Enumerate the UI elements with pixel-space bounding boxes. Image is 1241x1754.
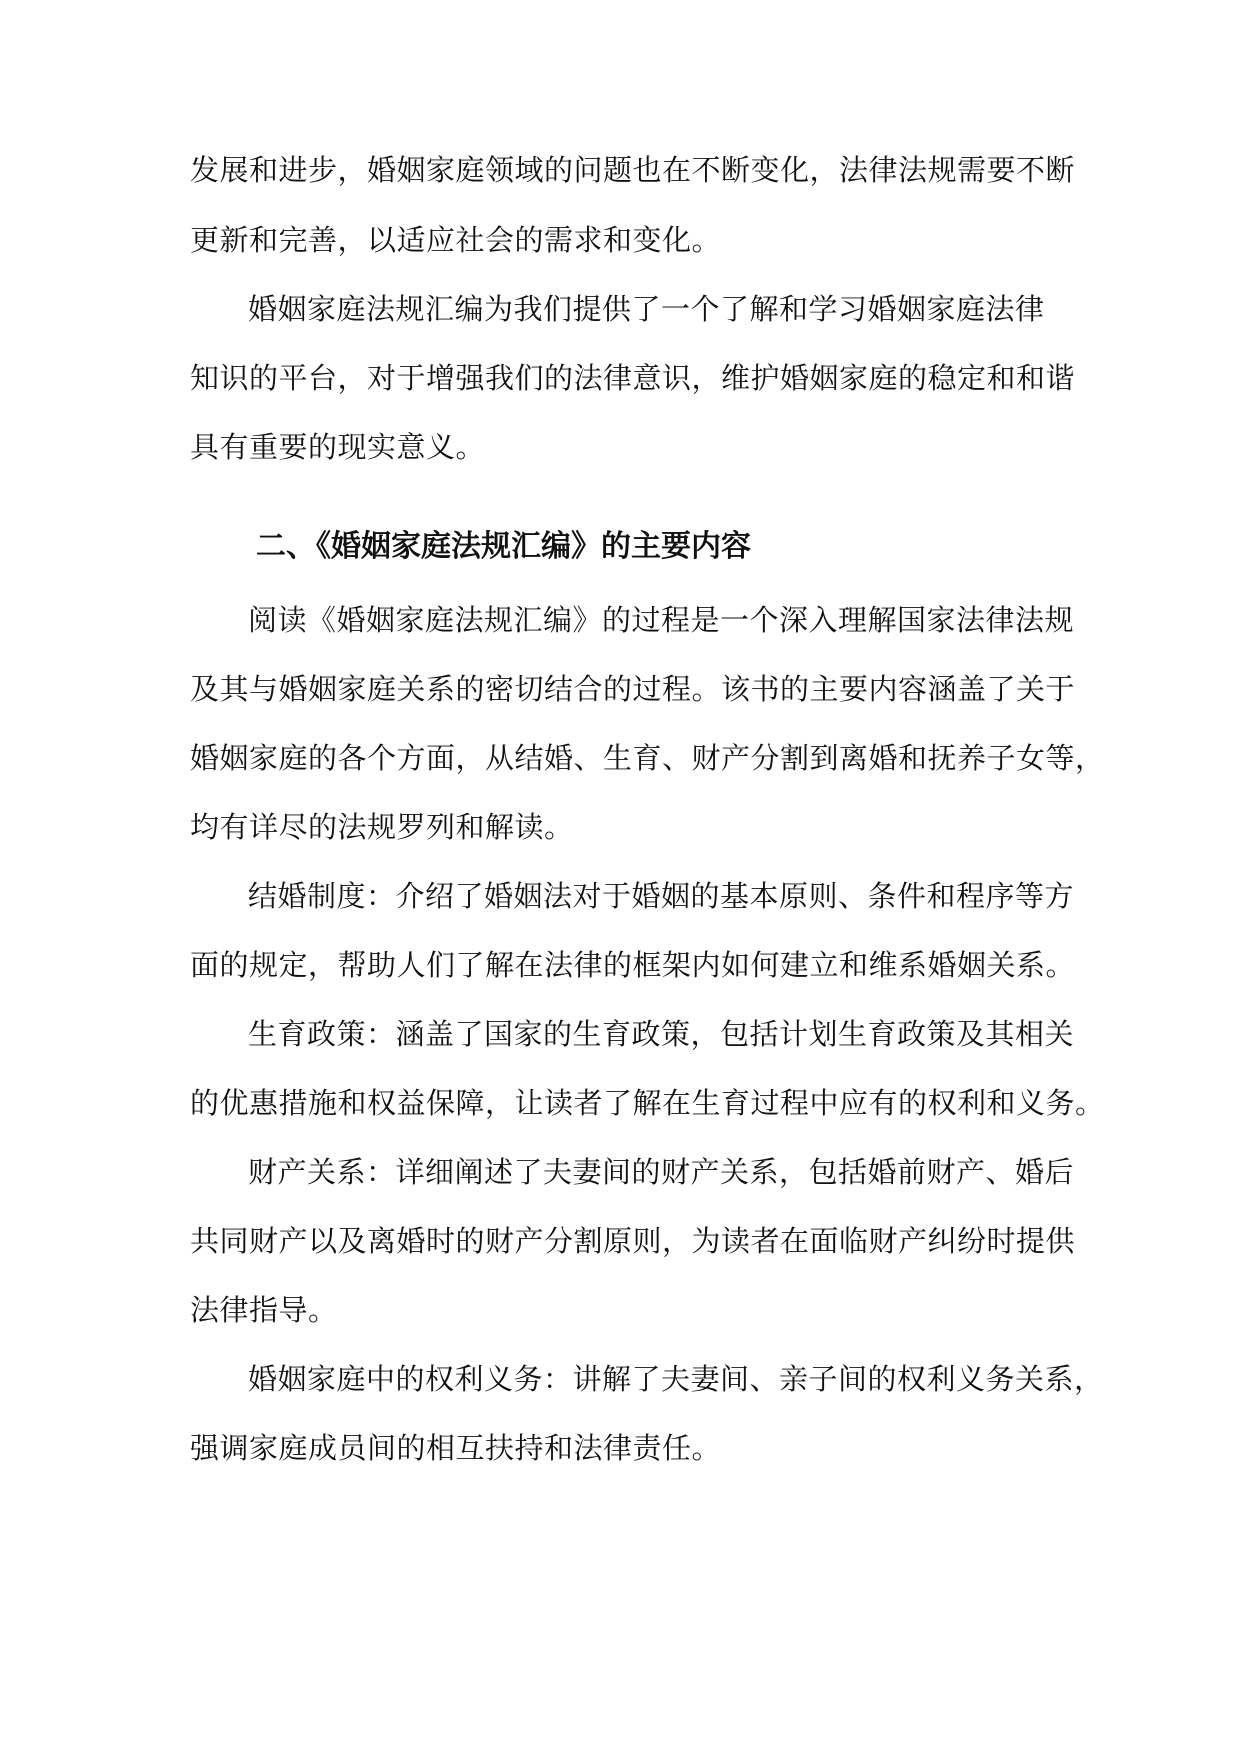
paragraph-line: 更新和完善，以适应社会的需求和变化。: [190, 223, 722, 257]
paragraph-line: 财产关系：详细阐述了夫妻间的财产关系，包括婚前财产、婚后: [248, 1155, 1075, 1189]
paragraph-line: 共同财产以及离婚时的财产分割原则，为读者在面临财产纠纷时提供: [190, 1224, 1076, 1258]
paragraph-line: 及其与婚姻家庭关系的密切结合的过程。该书的主要内容涵盖了关于: [190, 672, 1076, 706]
paragraph-line: 发展和进步，婚姻家庭领域的问题也在不断变化，法律法规需要不断: [190, 153, 1076, 187]
paragraph-line: 婚姻家庭中的权利义务：讲解了夫妻间、亲子间的权利义务关系，: [248, 1362, 1104, 1396]
paragraph-line: 法律指导。: [190, 1293, 338, 1327]
section-heading: 二、《婚姻家庭法规汇编》的主要内容: [256, 529, 751, 564]
paragraph-line: 面的规定，帮助人们了解在法律的框架内如何建立和维系婚姻关系。: [190, 948, 1076, 982]
paragraph-line: 阅读《婚姻家庭法规汇编》的过程是一个深入理解国家法律法规: [248, 603, 1075, 637]
paragraph-line: 强调家庭成员间的相互扶持和法律责任。: [190, 1431, 722, 1465]
paragraph-line: 婚姻家庭法规汇编为我们提供了一个了解和学习婚姻家庭法律: [248, 292, 1045, 326]
paragraph-line: 结婚制度：介绍了婚姻法对于婚姻的基本原则、条件和程序等方: [248, 879, 1075, 913]
paragraph-line: 生育政策：涵盖了国家的生育政策，包括计划生育政策及其相关: [248, 1017, 1075, 1051]
paragraph-line: 具有重要的现实意义。: [190, 430, 486, 464]
paragraph-line: 均有详尽的法规罗列和解读。: [190, 810, 574, 844]
paragraph-line: 知识的平台，对于增强我们的法律意识，维护婚姻家庭的稳定和和谐: [190, 361, 1076, 395]
paragraph-line: 婚姻家庭的各个方面，从结婚、生育、财产分割到离婚和抚养子女等，: [190, 741, 1105, 775]
paragraph-line: 的优惠措施和权益保障，让读者了解在生育过程中应有的权利和义务。: [190, 1086, 1105, 1120]
